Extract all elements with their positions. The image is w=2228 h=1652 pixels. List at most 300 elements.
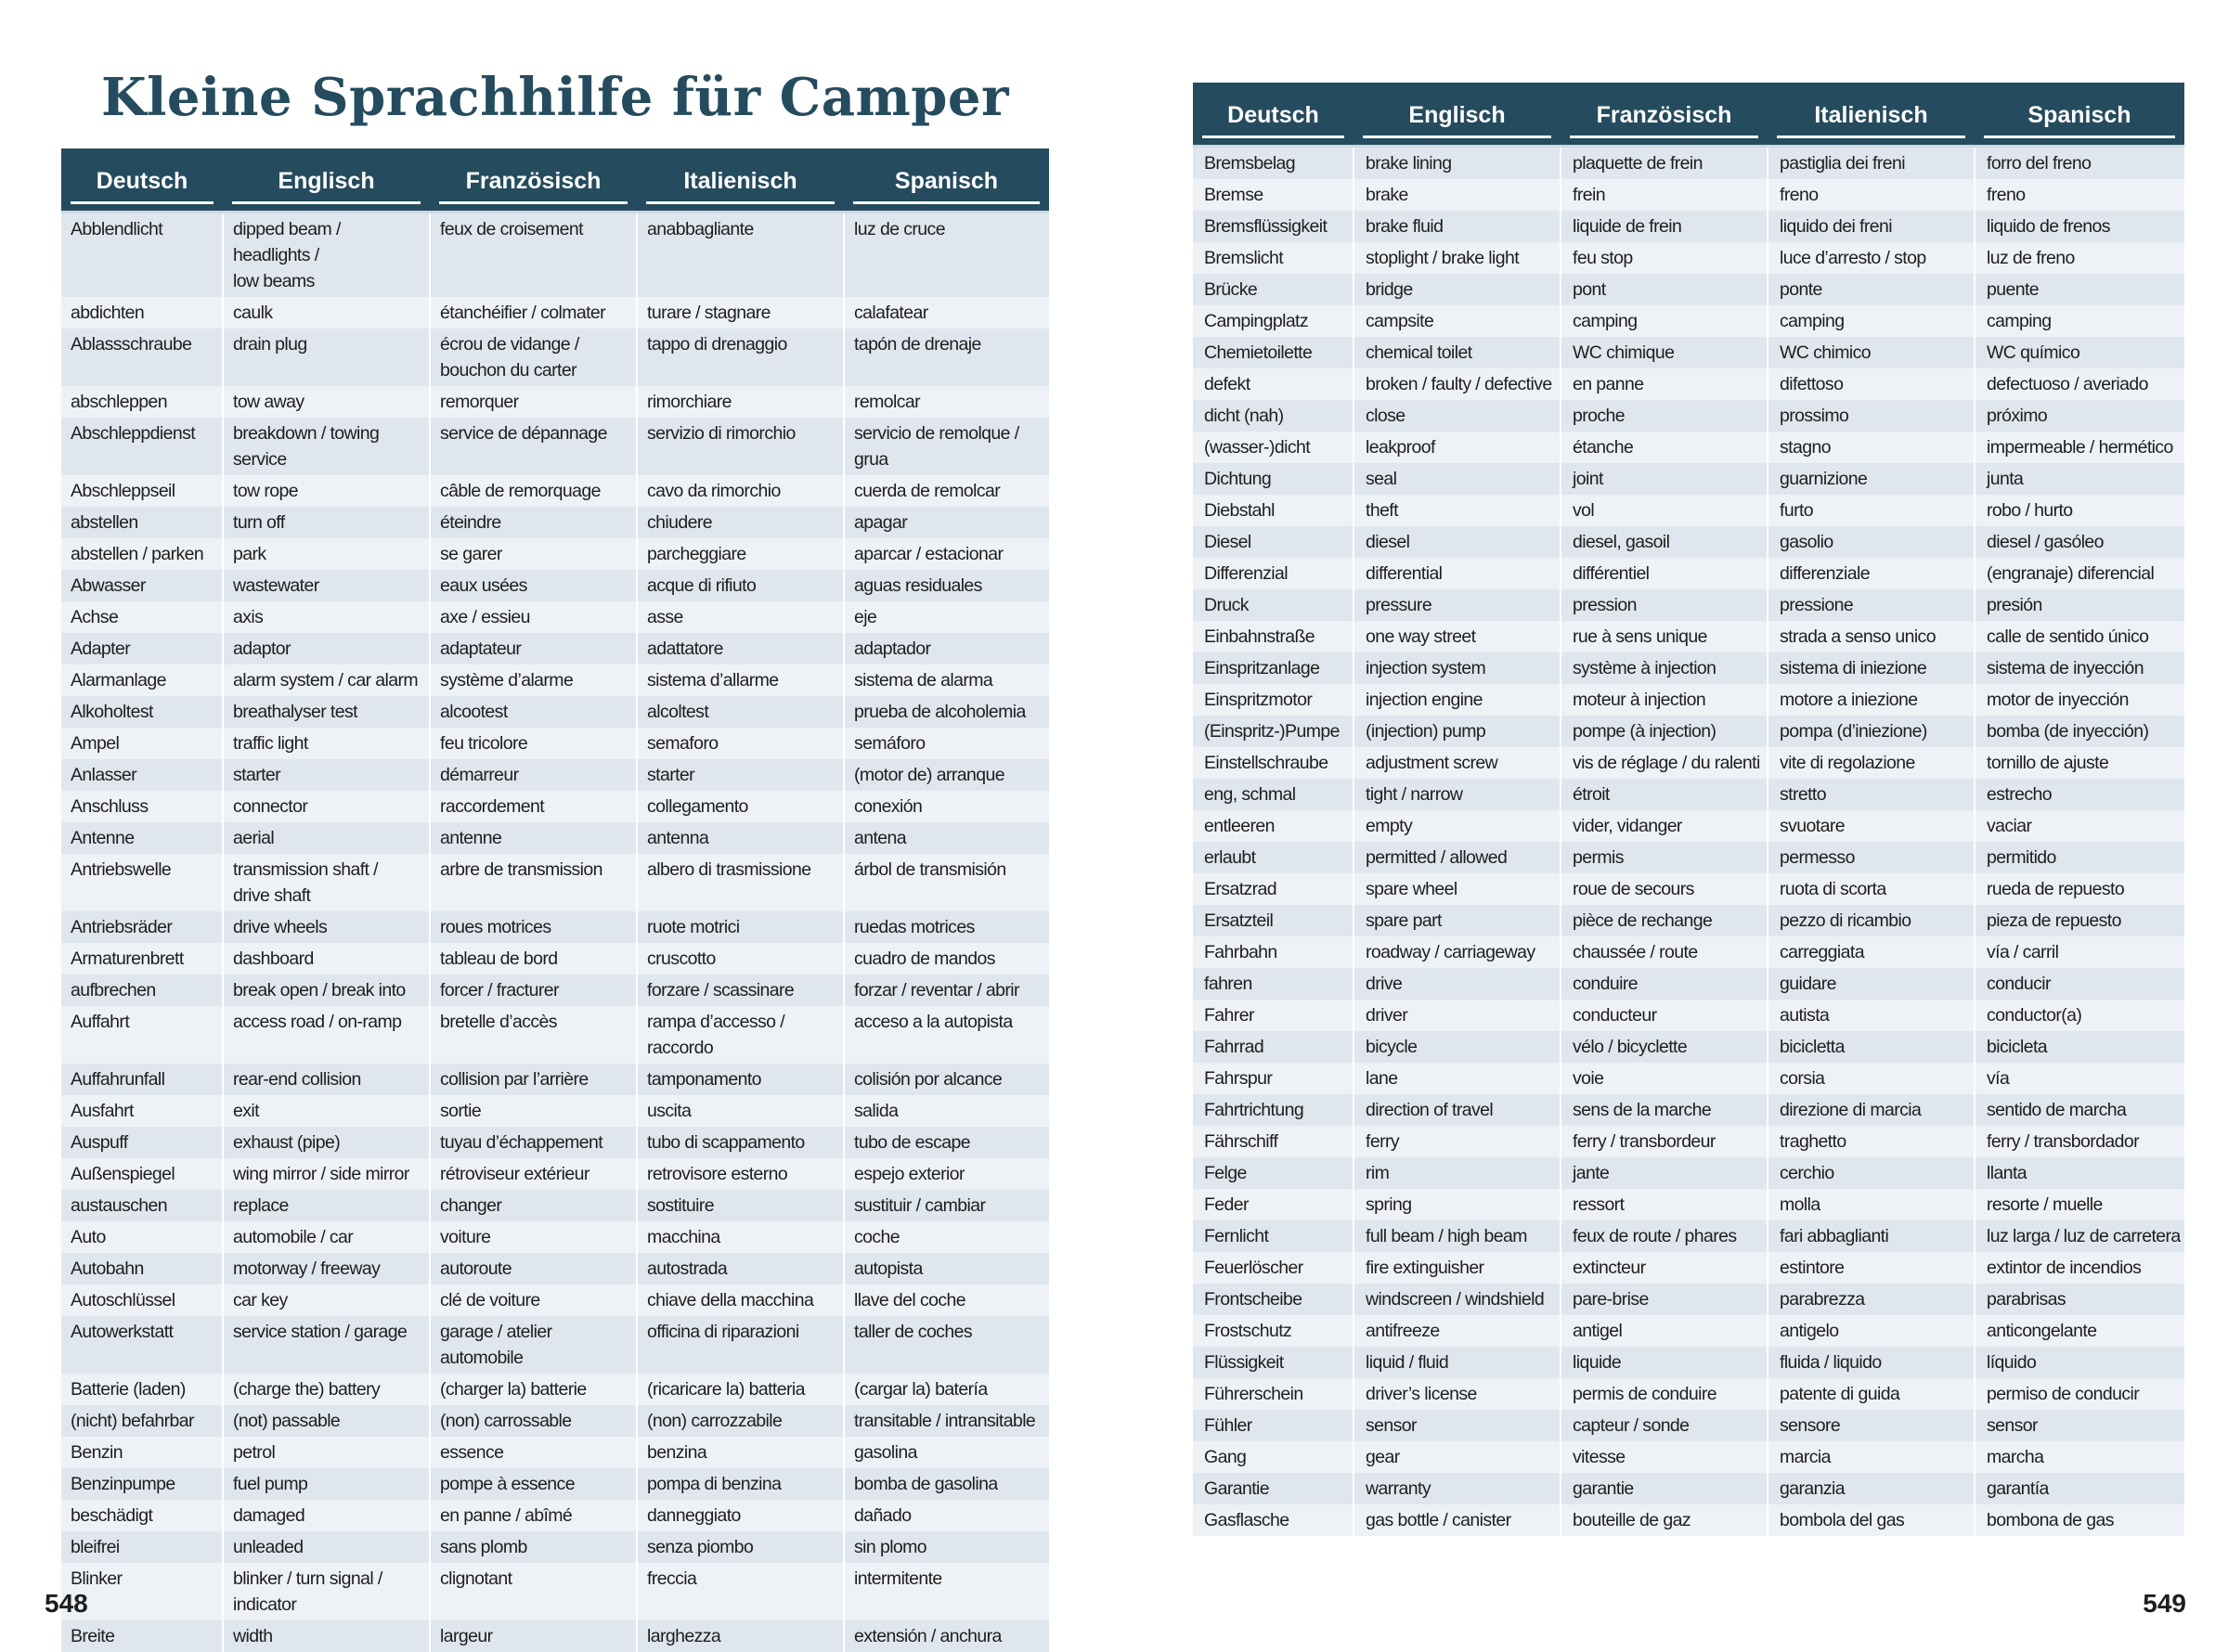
table-cell: Armaturenbrett — [61, 943, 223, 974]
table-cell: collision par l’arrière — [430, 1064, 637, 1095]
table-cell: antigelo — [1768, 1315, 1975, 1347]
table-cell: ruedas motrices — [844, 911, 1049, 943]
table-cell: sistema de alarma — [844, 665, 1049, 696]
page-title: Kleine Sprachhilfe für Camper — [100, 67, 1010, 128]
table-cell: Ersatzteil — [1193, 905, 1354, 936]
table-row — [1193, 400, 2184, 432]
table-cell: dashboard — [223, 943, 430, 974]
table-row — [1193, 1000, 2184, 1031]
table-cell: calle de sentido único — [1975, 621, 2184, 652]
table-row — [61, 297, 1049, 329]
table-cell: voie — [1561, 1063, 1768, 1094]
table-row — [1193, 305, 2184, 337]
table-cell: freccia — [637, 1563, 844, 1620]
table-cell: driver’s license — [1354, 1378, 1561, 1410]
table-cell: cerchio — [1768, 1157, 1975, 1189]
table-cell: Frostschutz — [1193, 1315, 1354, 1347]
table-cell: transitable / intransitable — [844, 1405, 1049, 1437]
table-cell: adattatore — [637, 633, 844, 665]
table-row — [1193, 716, 2184, 747]
table-cell: ruota di scorta — [1768, 873, 1975, 905]
table-row — [1193, 274, 2184, 305]
table-cell: park — [223, 538, 430, 570]
table-cell: Ausfahrt — [61, 1095, 223, 1127]
table-cell: svuotare — [1768, 810, 1975, 842]
table-cell: wastewater — [223, 570, 430, 601]
table-cell: forcer / fracturer — [430, 974, 637, 1006]
table-cell: freno — [1975, 179, 2184, 211]
table-cell: Batterie (laden) — [61, 1374, 223, 1405]
table-cell: frein — [1561, 179, 1768, 211]
table-row — [1193, 589, 2184, 621]
table-cell: pieza de repuesto — [1975, 905, 2184, 936]
table-cell: roue de secours — [1561, 873, 1768, 905]
table-cell: guidare — [1768, 968, 1975, 1000]
table-cell: Autoschlüssel — [61, 1284, 223, 1316]
table-cell: molla — [1768, 1189, 1975, 1220]
table-cell: sens de la marche — [1561, 1094, 1768, 1126]
table-cell: difettoso — [1768, 368, 1975, 400]
table-cell: joint — [1561, 463, 1768, 495]
table-row — [1193, 1315, 2184, 1347]
table-cell: liquido de frenos — [1975, 211, 2184, 242]
column-header: Französisch — [1561, 83, 1768, 148]
table-cell: permis — [1561, 842, 1768, 873]
table-cell: resorte / muelle — [1975, 1189, 2184, 1220]
table-cell: turare / stagnare — [637, 297, 844, 329]
table-cell: pressione — [1768, 589, 1975, 621]
table-cell: eng, schmal — [1193, 779, 1354, 810]
table-cell: bicicleta — [1975, 1031, 2184, 1063]
table-row — [61, 1563, 1049, 1620]
table-cell: leakproof — [1354, 432, 1561, 463]
table-cell: arbre de transmission — [430, 854, 637, 911]
table-cell: empty — [1354, 810, 1561, 842]
table-cell: anabbagliante — [637, 213, 844, 297]
table-cell: junta — [1975, 463, 2184, 495]
table-cell: impermeable / hermético — [1975, 432, 2184, 463]
table-cell: démarreur — [430, 759, 637, 791]
table-cell: camping — [1561, 305, 1768, 337]
table-cell: forro del freno — [1975, 148, 2184, 179]
table-cell: Auffahrunfall — [61, 1064, 223, 1095]
table-cell: Bremslicht — [1193, 242, 1354, 274]
table-cell: brake — [1354, 179, 1561, 211]
table-cell: sistema di iniezione — [1768, 652, 1975, 684]
table-row — [61, 1064, 1049, 1095]
table-cell: colisión por alcance — [844, 1064, 1049, 1095]
table-cell: garanzia — [1768, 1473, 1975, 1504]
table-cell: Einbahnstraße — [1193, 621, 1354, 652]
column-header: Englisch — [1354, 83, 1561, 148]
table-cell: cruscotto — [637, 943, 844, 974]
table-cell: (charger la) batterie — [430, 1374, 637, 1405]
table-row — [61, 1284, 1049, 1316]
table-cell: defekt — [1193, 368, 1354, 400]
table-cell: système à injection — [1561, 652, 1768, 684]
table-row — [61, 386, 1049, 418]
table-cell: sensore — [1768, 1410, 1975, 1441]
table-cell: macchina — [637, 1221, 844, 1253]
table-cell: salida — [844, 1095, 1049, 1127]
table-cell: permiso de conducir — [1975, 1378, 2184, 1410]
table-cell: presión — [1975, 589, 2184, 621]
table-cell: camping — [1768, 305, 1975, 337]
table-cell: adaptor — [223, 633, 430, 665]
table-cell: roues motrices — [430, 911, 637, 943]
table-cell: defectuoso / averiado — [1975, 368, 2184, 400]
table-cell: tuyau d’échappement — [430, 1127, 637, 1158]
table-cell: Diebstahl — [1193, 495, 1354, 526]
table-cell: chiave della macchina — [637, 1284, 844, 1316]
table-header — [61, 148, 1049, 213]
table-row — [61, 475, 1049, 507]
table-cell: fluida / liquido — [1768, 1347, 1975, 1378]
table-cell: Fahrtrichtung — [1193, 1094, 1354, 1126]
table-cell: Feder — [1193, 1189, 1354, 1220]
table-row — [1193, 810, 2184, 842]
table-row — [61, 1374, 1049, 1405]
table-cell: Antenne — [61, 822, 223, 854]
table-cell: full beam / high beam — [1354, 1220, 1561, 1252]
table-cell: pompa di benzina — [637, 1468, 844, 1500]
table-cell: luce d’arresto / stop — [1768, 242, 1975, 274]
table-cell: abdichten — [61, 297, 223, 329]
table-cell: eaux usées — [430, 570, 637, 601]
table-row — [1193, 211, 2184, 242]
table-cell: tight / narrow — [1354, 779, 1561, 810]
table-cell: bouteille de gaz — [1561, 1504, 1768, 1536]
table-cell: dipped beam / headlights / low beams — [223, 213, 430, 297]
table-cell: árbol de transmisión — [844, 854, 1049, 911]
table-cell: bicicletta — [1768, 1031, 1975, 1063]
table-cell: Diesel — [1193, 526, 1354, 558]
table-cell: vélo / bicyclette — [1561, 1031, 1768, 1063]
table-cell: conductor(a) — [1975, 1000, 2184, 1031]
table-cell: tapón de drenaje — [844, 329, 1049, 386]
table-cell: Abschleppdienst — [61, 418, 223, 475]
table-cell: Fahrspur — [1193, 1063, 1354, 1094]
table-row — [1193, 1504, 2184, 1536]
table-cell: système d’alarme — [430, 665, 637, 696]
table-row — [1193, 432, 2184, 463]
table-cell: fire extinguisher — [1354, 1252, 1561, 1284]
table-cell: permitted / allowed — [1354, 842, 1561, 873]
table-cell: retrovisore esterno — [637, 1158, 844, 1190]
table-cell: ressort — [1561, 1189, 1768, 1220]
table-cell: lane — [1354, 1063, 1561, 1094]
table-row — [61, 329, 1049, 386]
table-row — [61, 1253, 1049, 1284]
table-cell: acceso a la autopista — [844, 1006, 1049, 1064]
table-cell: garage / atelier automobile — [430, 1316, 637, 1374]
table-cell: garantie — [1561, 1473, 1768, 1504]
table-cell: changer — [430, 1190, 637, 1221]
table-cell: conducir — [1975, 968, 2184, 1000]
table-cell: one way street — [1354, 621, 1561, 652]
table-row — [1193, 1347, 2184, 1378]
table-row — [1193, 873, 2184, 905]
table-row — [61, 791, 1049, 822]
table-cell: taller de coches — [844, 1316, 1049, 1374]
table-cell: Alarmanlage — [61, 665, 223, 696]
table-cell: (ricaricare la) batteria — [637, 1374, 844, 1405]
table-cell: sentido de marcha — [1975, 1094, 2184, 1126]
table-cell: patente di guida — [1768, 1378, 1975, 1410]
table-cell: tubo di scappamento — [637, 1127, 844, 1158]
table-cell: brake fluid — [1354, 211, 1561, 242]
table-cell: antenne — [430, 822, 637, 854]
table-cell: Gasflasche — [1193, 1504, 1354, 1536]
table-cell: coche — [844, 1221, 1049, 1253]
table-cell: moteur à injection — [1561, 684, 1768, 716]
table-cell: wing mirror / side mirror — [223, 1158, 430, 1190]
table-cell: liquido dei freni — [1768, 211, 1975, 242]
table-cell: ponte — [1768, 274, 1975, 305]
table-cell: conducteur — [1561, 1000, 1768, 1031]
table-cell: antigel — [1561, 1315, 1768, 1347]
table-cell: sustituir / cambiar — [844, 1190, 1049, 1221]
table-cell: essence — [430, 1437, 637, 1468]
table-cell: diesel — [1354, 526, 1561, 558]
table-cell: Breite — [61, 1620, 223, 1652]
table-cell: parcheggiare — [637, 538, 844, 570]
table-row — [1193, 1189, 2184, 1220]
table-cell: Führerschein — [1193, 1378, 1354, 1410]
table-cell: sensor — [1354, 1410, 1561, 1441]
table-cell: sin plomo — [844, 1531, 1049, 1563]
table-cell: Felge — [1193, 1157, 1354, 1189]
table-cell: dicht (nah) — [1193, 400, 1354, 432]
table-cell: acque di rifiuto — [637, 570, 844, 601]
table-cell: furto — [1768, 495, 1975, 526]
table-cell: Auffahrt — [61, 1006, 223, 1064]
table-cell: Einstellschraube — [1193, 747, 1354, 779]
table-cell: Druck — [1193, 589, 1354, 621]
table-cell: marcia — [1768, 1441, 1975, 1473]
table-row — [61, 633, 1049, 665]
table-row — [61, 538, 1049, 570]
table-row — [1193, 936, 2184, 968]
table-row — [61, 1531, 1049, 1563]
table-cell: Frontscheibe — [1193, 1284, 1354, 1315]
table-cell: Abschleppseil — [61, 475, 223, 507]
table-cell: chemical toilet — [1354, 337, 1561, 368]
table-cell: apagar — [844, 507, 1049, 538]
table-cell: diesel / gasóleo — [1975, 526, 2184, 558]
table-cell: remorquer — [430, 386, 637, 418]
table-row — [61, 1437, 1049, 1468]
table-cell: sans plomb — [430, 1531, 637, 1563]
table-cell: (Einspritz-)Pumpe — [1193, 716, 1354, 747]
table-cell: extintor de incendios — [1975, 1252, 2184, 1284]
table-cell: Fahrer — [1193, 1000, 1354, 1031]
table-cell: autostrada — [637, 1253, 844, 1284]
table-cell: vía — [1975, 1063, 2184, 1094]
table-cell: motore a iniezione — [1768, 684, 1975, 716]
table-cell: Einspritzmotor — [1193, 684, 1354, 716]
table-cell: Differenzial — [1193, 558, 1354, 589]
table-cell: starter — [637, 759, 844, 791]
table-cell: sistema d’allarme — [637, 665, 844, 696]
table-cell: Ampel — [61, 728, 223, 759]
table-cell: en panne / abîmé — [430, 1500, 637, 1531]
table-row — [1193, 1441, 2184, 1473]
table-cell: adaptateur — [430, 633, 637, 665]
table-cell: en panne — [1561, 368, 1768, 400]
table-cell: unleaded — [223, 1531, 430, 1563]
table-cell: vitesse — [1561, 1441, 1768, 1473]
table-cell: Garantie — [1193, 1473, 1354, 1504]
table-row — [1193, 1220, 2184, 1252]
table-cell: ferry / transbordeur — [1561, 1126, 1768, 1157]
table-row — [1193, 1063, 2184, 1094]
table-cell: pression — [1561, 589, 1768, 621]
table-cell: corsia — [1768, 1063, 1975, 1094]
table-row — [61, 1468, 1049, 1500]
table-cell: étroit — [1561, 779, 1768, 810]
table-cell: pressure — [1354, 589, 1561, 621]
table-cell: traghetto — [1768, 1126, 1975, 1157]
table-row — [1193, 1410, 2184, 1441]
table-cell: conexión — [844, 791, 1049, 822]
table-cell: Abwasser — [61, 570, 223, 601]
table-cell: Benzinpumpe — [61, 1468, 223, 1500]
table-cell: pièce de rechange — [1561, 905, 1768, 936]
table-row — [1193, 558, 2184, 589]
table-cell: raccordement — [430, 791, 637, 822]
table-cell: pezzo di ricambio — [1768, 905, 1975, 936]
table-row — [61, 665, 1049, 696]
table-row — [1193, 1378, 2184, 1410]
table-cell: windscreen / windshield — [1354, 1284, 1561, 1315]
table-cell: conduire — [1561, 968, 1768, 1000]
table-cell: rear-end collision — [223, 1064, 430, 1095]
table-cell: Antriebswelle — [61, 854, 223, 911]
table-cell: (cargar la) batería — [844, 1374, 1049, 1405]
table-cell: Autobahn — [61, 1253, 223, 1284]
table-cell: camping — [1975, 305, 2184, 337]
table-cell: access road / on-ramp — [223, 1006, 430, 1064]
table-cell: Anlasser — [61, 759, 223, 791]
table-cell: vol — [1561, 495, 1768, 526]
table-cell: anticongelante — [1975, 1315, 2184, 1347]
table-header — [1193, 83, 2184, 148]
table-row — [61, 1190, 1049, 1221]
table-cell: bomba de gasolina — [844, 1468, 1049, 1500]
table-cell: Adapter — [61, 633, 223, 665]
table-cell: asse — [637, 601, 844, 633]
table-cell: breathalyser test — [223, 696, 430, 728]
table-cell: collegamento — [637, 791, 844, 822]
table-cell: gasolina — [844, 1437, 1049, 1468]
table-cell: transmission shaft / drive shaft — [223, 854, 430, 911]
table-cell: pastiglia dei freni — [1768, 148, 1975, 179]
table-row — [1193, 148, 2184, 179]
table-cell: aguas residuales — [844, 570, 1049, 601]
table-cell: differential — [1354, 558, 1561, 589]
table-row — [1193, 652, 2184, 684]
table-cell: turn off — [223, 507, 430, 538]
table-row — [1193, 621, 2184, 652]
table-cell: stagno — [1768, 432, 1975, 463]
table-cell: bomba (de inyección) — [1975, 716, 2184, 747]
table-cell: feu tricolore — [430, 728, 637, 759]
table-cell: campsite — [1354, 305, 1561, 337]
table-cell: luz de cruce — [844, 213, 1049, 297]
table-cell: close — [1354, 400, 1561, 432]
table-cell: damaged — [223, 1500, 430, 1531]
table-cell: gasolio — [1768, 526, 1975, 558]
table-cell: Außenspiegel — [61, 1158, 223, 1190]
table-cell: beschädigt — [61, 1500, 223, 1531]
table-cell: austauschen — [61, 1190, 223, 1221]
table-cell: capteur / sonde — [1561, 1410, 1768, 1441]
table-cell: Fühler — [1193, 1410, 1354, 1441]
table-row — [1193, 1126, 2184, 1157]
table-row — [1193, 968, 2184, 1000]
table-row — [1193, 1473, 2184, 1504]
table-cell: líquido — [1975, 1347, 2184, 1378]
vocabulary-table-left — [61, 148, 1049, 1652]
table-row — [1193, 905, 2184, 936]
table-cell: Flüssigkeit — [1193, 1347, 1354, 1378]
table-cell: Benzin — [61, 1437, 223, 1468]
table-cell: Brücke — [1193, 274, 1354, 305]
table-cell: (not) passable — [223, 1405, 430, 1437]
table-cell: semáforo — [844, 728, 1049, 759]
table-row — [61, 1620, 1049, 1652]
table-cell: permis de conduire — [1561, 1378, 1768, 1410]
table-row — [1193, 495, 2184, 526]
table-cell: driver — [1354, 1000, 1561, 1031]
table-cell: llanta — [1975, 1157, 2184, 1189]
table-cell: Autowerkstatt — [61, 1316, 223, 1374]
table-cell: spare wheel — [1354, 873, 1561, 905]
table-row — [1193, 242, 2184, 274]
table-cell: rim — [1354, 1157, 1561, 1189]
table-row — [1193, 179, 2184, 211]
table-row — [61, 854, 1049, 911]
table-cell: servizio di rimorchio — [637, 418, 844, 475]
table-cell: alarm system / car alarm — [223, 665, 430, 696]
table-row — [61, 696, 1049, 728]
table-cell: strada a senso unico — [1768, 621, 1975, 652]
table-cell: breakdown / towing service — [223, 418, 430, 475]
table-cell: width — [223, 1620, 430, 1652]
table-cell: carreggiata — [1768, 936, 1975, 968]
table-cell: bretelle d’accès — [430, 1006, 637, 1064]
table-cell: sortie — [430, 1095, 637, 1127]
table-cell: connector — [223, 791, 430, 822]
table-cell: robo / hurto — [1975, 495, 2184, 526]
table-cell: luz de freno — [1975, 242, 2184, 274]
table-cell: chaussée / route — [1561, 936, 1768, 968]
table-cell: luz larga / luz de carretera — [1975, 1220, 2184, 1252]
table-cell: senza piombo — [637, 1531, 844, 1563]
table-cell: jante — [1561, 1157, 1768, 1189]
table-cell: vis de réglage / du ralenti — [1561, 747, 1768, 779]
table-cell: tamponamento — [637, 1064, 844, 1095]
table-cell: pompe (à injection) — [1561, 716, 1768, 747]
table-cell: fuel pump — [223, 1468, 430, 1500]
table-cell: abstellen / parken — [61, 538, 223, 570]
table-cell: Blinker — [61, 1563, 223, 1620]
table-cell: axe / essieu — [430, 601, 637, 633]
table-cell: bombola del gas — [1768, 1504, 1975, 1536]
table-cell: prueba de alcoholemia — [844, 696, 1049, 728]
table-cell: danneggiato — [637, 1500, 844, 1531]
